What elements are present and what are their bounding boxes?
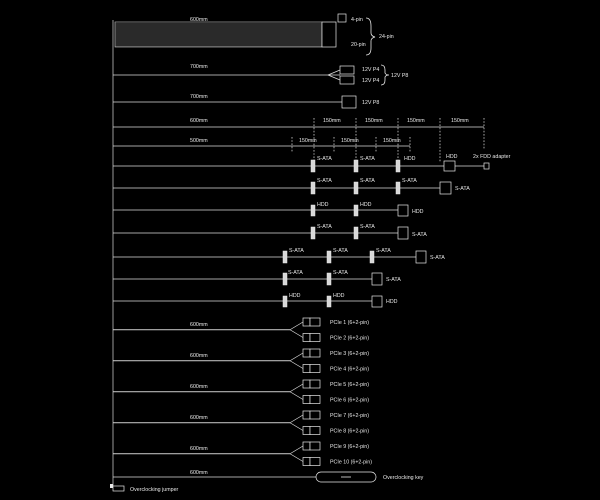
oc-jumper-connector xyxy=(113,486,124,491)
p4-label-a: 12V P4 xyxy=(362,67,380,73)
pcie-length-label: 600mm xyxy=(190,321,208,328)
p4-split-a xyxy=(328,70,340,75)
peripheral-row-6 xyxy=(113,270,401,285)
overclocking-jumper xyxy=(113,486,179,493)
row3-hdd-2 xyxy=(354,205,358,216)
pcie-label: PCIe 6 (6+2-pin) xyxy=(330,397,370,404)
peripheral-row-4 xyxy=(113,224,427,239)
fdd-label: 2x FDD adapter xyxy=(473,154,511,160)
atx-bundle-wires xyxy=(115,24,322,46)
pcie-branch-wire xyxy=(290,384,303,392)
pcie-connector-2pin xyxy=(310,380,320,388)
row4-sata-3 xyxy=(398,227,408,239)
seg-150-d: 150mm xyxy=(451,118,469,124)
row7-label-2: HDD xyxy=(333,293,345,299)
row7-hdd-1 xyxy=(283,296,287,307)
row6-sata-1 xyxy=(283,273,287,285)
atx-bundle-outline xyxy=(115,22,322,47)
row4-label-3: S-ATA xyxy=(412,232,427,238)
row6-sata-3 xyxy=(372,273,382,285)
row2-label-1: S-ATA xyxy=(317,178,332,184)
peripheral-row-3 xyxy=(113,202,424,216)
peripheral-row-7 xyxy=(113,293,398,307)
row3-label-1: HDD xyxy=(317,202,329,208)
row5-sata-2 xyxy=(327,251,331,263)
pcie-branch-wire xyxy=(290,454,303,462)
fdd-connector xyxy=(484,163,489,169)
pcie-connector-2pin xyxy=(310,411,320,419)
atx-4pin-connector xyxy=(338,14,346,22)
row1-label-3: HDD xyxy=(404,156,416,162)
pcie-length-label: 600mm xyxy=(190,383,208,390)
pcie-branch-wire xyxy=(290,446,303,454)
pcie-branch-wire xyxy=(290,423,303,431)
trunk-end xyxy=(110,484,113,488)
row7-hdd-3 xyxy=(372,296,382,307)
pcie-length-label: 600mm xyxy=(190,352,208,359)
pcie-branch-wire xyxy=(290,361,303,369)
row7-label-3: HDD xyxy=(386,299,398,305)
row1-label-4: HDD xyxy=(446,154,458,160)
pcie-connector-6pin xyxy=(303,334,310,342)
seg-150-c: 150mm xyxy=(407,118,425,124)
row3-label-3: HDD xyxy=(412,209,424,215)
pcie-label: PCIe 9 (6+2-pin) xyxy=(330,444,370,450)
seg-150-b: 150mm xyxy=(365,118,383,124)
pcie-label: PCIe 5 (6+2-pin) xyxy=(330,382,370,388)
row2-sata-2 xyxy=(354,182,358,194)
oc-jumper-label: Overclocking jumper xyxy=(130,487,179,493)
p4-connector-b xyxy=(340,76,354,84)
len-700-b: 700mm xyxy=(190,94,208,100)
row4-sata-1 xyxy=(311,227,315,239)
row6-label-3: S-ATA xyxy=(386,277,401,283)
brace-p8 xyxy=(381,65,389,85)
pcie-connector-6pin xyxy=(303,411,310,419)
cpu-p8-cable xyxy=(113,94,379,108)
len-800: 600mm xyxy=(190,470,208,476)
row7-label-1: HDD xyxy=(289,293,301,299)
row5-label-2: S-ATA xyxy=(333,248,348,254)
seg-150-f: 150mm xyxy=(341,138,359,144)
pcie-connector-6pin xyxy=(303,318,310,326)
seg-150-e: 150mm xyxy=(299,138,317,144)
row5-label-1: S-ATA xyxy=(289,248,304,254)
len-600-row: 600mm xyxy=(190,118,208,124)
pcie-connector-6pin xyxy=(303,442,310,450)
row6-sata-2 xyxy=(327,273,331,285)
dimension-row-500 xyxy=(113,137,410,152)
row2-label-2: S-ATA xyxy=(360,178,375,184)
atx-24pin-cable xyxy=(115,14,394,55)
pcie-label: PCIe 7 (6+2-pin) xyxy=(330,413,370,419)
pcie-connector-2pin xyxy=(310,318,320,326)
seg-150-g: 150mm xyxy=(383,138,401,144)
row5-label-4: S-ATA xyxy=(430,255,445,261)
oc-key-label: Overclocking key xyxy=(383,475,424,481)
row1-hdd-1 xyxy=(396,160,400,172)
len-600-main: 600mm xyxy=(190,17,208,23)
row5-sata-1 xyxy=(283,251,287,263)
overclocking-key-cable xyxy=(113,470,424,482)
pcie-connector-2pin xyxy=(310,365,320,373)
pcie-connector-2pin xyxy=(310,442,320,450)
row6-label-2: S-ATA xyxy=(333,270,348,276)
p4-connector-a xyxy=(340,66,354,74)
row2-label-4: S-ATA xyxy=(455,186,470,192)
peripheral-row-5 xyxy=(113,248,445,263)
peripheral-row-2 xyxy=(113,178,470,194)
pin20-label: 20-pin xyxy=(351,42,366,48)
pcie-length-label: 600mm xyxy=(190,445,208,452)
pcie-connector-2pin xyxy=(310,349,320,357)
p8-pair-label: 12V P8 xyxy=(391,73,409,79)
p8-connector xyxy=(342,96,356,108)
pcie-branch-wire xyxy=(290,330,303,338)
pcie-connector-2pin xyxy=(310,458,320,466)
seg-150-a: 150mm xyxy=(323,118,341,124)
pcie-branch-wire xyxy=(290,415,303,423)
pcie-length-label: 600mm xyxy=(190,414,208,421)
row2-sata-1 xyxy=(311,182,315,194)
pcie-connector-2pin xyxy=(310,427,320,435)
len-700-a: 700mm xyxy=(190,64,208,70)
pcie-label: PCIe 4 (6+2-pin) xyxy=(330,366,370,373)
row4-sata-2 xyxy=(354,227,358,239)
p8-single-label: 12V P8 xyxy=(362,100,380,106)
row5-sata-4 xyxy=(416,251,426,263)
row3-hdd-1 xyxy=(311,205,315,216)
row7-hdd-2 xyxy=(327,296,331,307)
p4-split-b xyxy=(328,75,340,80)
row4-label-1: S-ATA xyxy=(317,224,332,230)
pcie-connector-6pin xyxy=(303,427,310,435)
row3-hdd-3 xyxy=(398,205,408,216)
pcie-branch-wire xyxy=(290,353,303,361)
row1-hdd-2 xyxy=(444,161,455,171)
pcie-label: PCIe 1 (6+2-pin) xyxy=(330,320,370,326)
row2-sata-4 xyxy=(440,182,451,194)
row1-label-2: S-ATA xyxy=(360,156,375,162)
pcie-connector-2pin xyxy=(310,396,320,404)
pcie-label: PCIe 3 (6+2-pin) xyxy=(330,351,370,357)
pcie-connector-6pin xyxy=(303,396,310,404)
peripheral-row-1 xyxy=(113,154,511,172)
pcie-branch-wire xyxy=(290,392,303,400)
pcie-connector-6pin xyxy=(303,349,310,357)
pcie-connector-6pin xyxy=(303,458,310,466)
atx-24pin-connector xyxy=(322,22,336,47)
row5-sata-3 xyxy=(370,251,374,263)
row1-sata-2 xyxy=(354,160,358,172)
pcie-branch-wire xyxy=(290,322,303,330)
pcie-connector-2pin xyxy=(310,334,320,342)
row1-sata-1 xyxy=(311,160,315,172)
pcie-label: PCIe 2 (6+2-pin) xyxy=(330,335,370,342)
row1-label-1: S-ATA xyxy=(317,156,332,162)
brace-24pin xyxy=(366,18,375,55)
row3-label-2: HDD xyxy=(360,202,372,208)
row2-label-3: S-ATA xyxy=(402,178,417,184)
row2-sata-3 xyxy=(396,182,400,194)
pcie-connector-6pin xyxy=(303,365,310,373)
pcie-connector-6pin xyxy=(303,380,310,388)
row6-label-1: S-ATA xyxy=(288,270,303,276)
pcie-cables xyxy=(113,318,372,466)
cpu-p4-cable xyxy=(113,64,408,85)
len-500-row: 500mm xyxy=(190,138,208,144)
row4-label-2: S-ATA xyxy=(360,224,375,230)
pin4-label: 4-pin xyxy=(351,17,363,23)
pcie-label: PCIe 8 (6+2-pin) xyxy=(330,428,370,435)
pin24-label: 24-pin xyxy=(379,34,394,40)
pcie-label: PCIe 10 (6+2-pin) xyxy=(330,459,372,466)
p4-label-b: 12V P4 xyxy=(362,78,380,84)
row5-label-3: S-ATA xyxy=(376,248,391,254)
